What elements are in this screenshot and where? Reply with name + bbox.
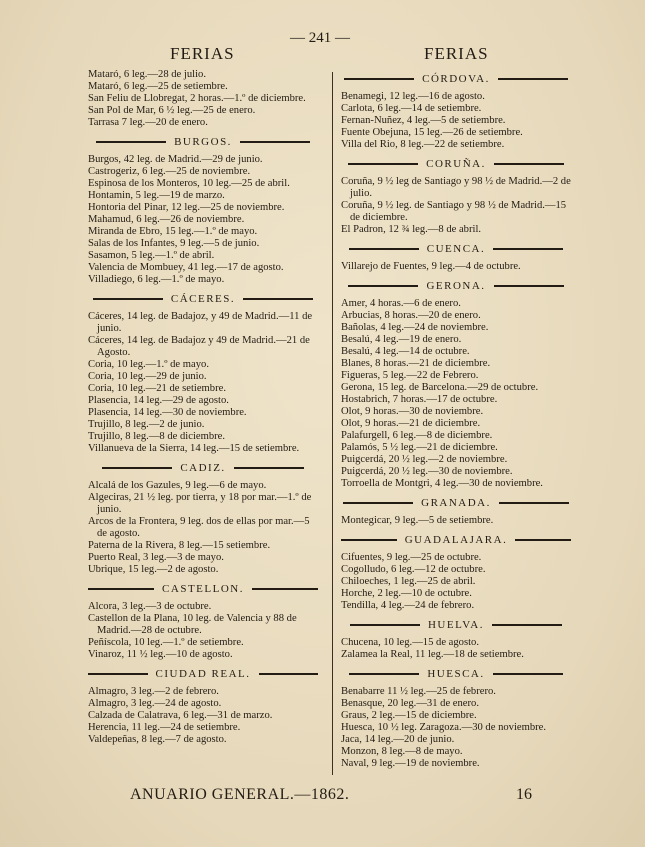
province-name: CÓRDOVA. <box>422 73 490 85</box>
fair-entry: Tendilla, 4 leg.—24 de febrero. <box>341 600 475 611</box>
fair-entry: Benabarre 11 ½ leg.—25 de febrero. <box>341 686 496 697</box>
fair-entry: Valdepeñas, 8 leg.—7 de agosto. <box>88 734 227 745</box>
fair-entry: San Feliu de Llobregat, 2 horas.—1.º de diciembre. <box>88 93 306 104</box>
page-footer <box>0 786 645 808</box>
fair-entry: Fernan-Nuñez, 4 leg.—5 de setiembre. <box>341 115 506 126</box>
fair-entry: Coria, 10 leg.—29 de junio. <box>88 371 207 382</box>
section-heading <box>88 132 318 152</box>
fair-entry: Peñíscola, 10 leg.—1.º de setiembre. <box>88 637 244 648</box>
province-section <box>88 458 318 576</box>
province-section <box>341 239 571 273</box>
fair-entry: Salas de los Infantes, 9 leg.—5 de junio. <box>88 238 260 249</box>
fair-entry: Cogolludo, 6 leg.—12 de octubre. <box>341 564 486 575</box>
column-divider <box>332 72 333 775</box>
heading-rule-right <box>493 248 563 251</box>
heading-rule-right <box>493 673 563 676</box>
fair-entry: Valencia de Mombuey, 41 leg.—17 de agosto. <box>88 262 284 273</box>
fair-entry: Sasamon, 5 leg.—1.º de abril. <box>88 250 215 261</box>
fair-entry: Carlota, 6 leg.—14 de setiembre. <box>341 103 482 114</box>
page-number: — 241 — <box>290 30 350 46</box>
footer-title: ANUARIO GENERAL.—1862. <box>130 786 350 803</box>
fair-entry: Alcora, 3 leg.—3 de octubre. <box>88 601 212 612</box>
fair-entry: Besalú, 4 leg.—14 de octubre. <box>341 346 470 357</box>
fair-entry: Hontoria del Pinar, 12 leg.—25 de noviembre. <box>88 202 285 213</box>
fair-entry: Miranda de Ebro, 15 leg.—1.º de mayo. <box>88 226 258 237</box>
fair-entry: Hontamin, 5 leg.—19 de marzo. <box>88 190 225 201</box>
fair-entry: Alcalá de los Gazules, 9 leg.—6 de mayo. <box>88 480 267 491</box>
heading-rule-left <box>344 78 414 81</box>
province-name: CÁCERES. <box>170 293 236 305</box>
continued-section <box>88 69 318 129</box>
fair-entry: Ubrique, 15 leg.—2 de agosto. <box>88 564 219 575</box>
heading-rule-right <box>243 298 313 301</box>
heading-rule-left <box>96 141 166 144</box>
heading-rule-right <box>492 624 562 627</box>
fair-entry: Fuente Obejuna, 15 leg.—26 de setiembre. <box>341 127 523 138</box>
fair-entry: Arbucias, 8 horas.—20 de enero. <box>341 310 481 321</box>
fair-entry: Calzada de Calatrava, 6 leg.—31 de marzo. <box>88 710 273 721</box>
province-name: CIUDAD REAL. <box>155 668 251 680</box>
province-name: CADIZ. <box>180 462 226 474</box>
fair-entry: Coria, 10 leg.—1.º de mayo. <box>88 359 209 370</box>
left-running-title: FERIAS <box>170 44 235 63</box>
province-section <box>88 579 318 661</box>
fair-entry: Puigcerdá, 20 ½ leg.—2 de noviembre. <box>341 454 508 465</box>
heading-rule-left <box>341 539 397 542</box>
fair-entry: Almagro, 3 leg.—24 de agosto. <box>88 698 222 709</box>
fair-entry: Trujillo, 8 leg.—2 de junio. <box>88 419 205 430</box>
fair-entry: Vinaroz, 11 ½ leg.—10 de agosto. <box>88 649 233 660</box>
fair-entry: Paterna de la Rivera, 8 leg.—15 setiembre. <box>88 540 271 551</box>
right-running-title: FERIAS <box>424 44 489 63</box>
fair-entry: Plasencia, 14 leg.—29 de agosto. <box>88 395 229 406</box>
fair-entry: Plasencia, 14 leg.—30 de noviembre. <box>88 407 247 418</box>
fair-entry: Coria, 10 leg.—21 de setiembre. <box>88 383 226 394</box>
fair-entry: Figueras, 5 leg.—22 de Febrero. <box>341 370 479 381</box>
fair-entry: Villanueva de la Sierra, 14 leg.—15 de setiembre. <box>88 443 300 454</box>
province-section <box>341 154 571 236</box>
fair-entry: Monzon, 8 leg.—8 de mayo. <box>341 746 463 757</box>
fair-entry: Villadiego, 6 leg.—1.º de mayo. <box>88 274 225 285</box>
fair-entry: Blanes, 8 horas.—21 de diciembre. <box>341 358 491 369</box>
province-name: GERONA. <box>426 280 486 292</box>
fair-entry: El Padron, 12 ¾ leg.—8 de abril. <box>341 224 482 235</box>
province-name: CORUÑA. <box>426 158 486 170</box>
signature-mark: 16 <box>516 786 532 803</box>
province-section <box>341 530 571 612</box>
fair-entry: Mataró, 6 leg.—28 de julio. <box>88 69 206 80</box>
heading-rule-right <box>499 502 569 505</box>
fair-entry: San Pol de Mar, 6 ½ leg.—25 de enero. <box>88 105 256 116</box>
province-section <box>341 664 571 770</box>
fair-entry: Olot, 9 horas.—30 de noviembre. <box>341 406 484 417</box>
fair-entry: Cáceres, 14 leg. de Badajoz, y 49 de Madrid.—11 de junio. <box>88 311 313 334</box>
fair-entry: Arcos de la Frontera, 9 leg. dos de ellas por mar.—5 de agosto. <box>88 516 310 539</box>
fair-entry: Montegicar, 9 leg.—5 de setiembre. <box>341 515 494 526</box>
fair-entry: Coruña, 9 ½ leg de Santiago y 98 ½ de Madrid.—2 de julio. <box>341 176 571 199</box>
fair-entry: Castrogeriz, 6 leg.—25 de noviembre. <box>88 166 251 177</box>
section-heading <box>88 458 318 478</box>
heading-rule-left <box>93 298 163 301</box>
section-heading <box>341 615 571 635</box>
province-section <box>88 289 318 455</box>
section-heading <box>341 239 571 259</box>
heading-rule-right <box>494 285 564 288</box>
province-name: BURGOS. <box>174 136 232 148</box>
section-heading <box>341 154 571 174</box>
section-heading <box>341 530 571 550</box>
section-heading <box>88 579 318 599</box>
heading-rule-left <box>348 285 418 288</box>
section-heading <box>341 276 571 296</box>
heading-rule-left <box>88 588 154 591</box>
fair-entry: Cifuentes, 9 leg.—25 de octubre. <box>341 552 482 563</box>
heading-rule-right <box>234 467 304 470</box>
fair-entry: Coruña, 9 ½ leg. de Santiago y 98 ½ de Madrid.—15 de diciembre. <box>341 200 567 223</box>
fair-entry: Almagro, 3 leg.—2 de febrero. <box>88 686 219 697</box>
fair-entry: Villarejo de Fuentes, 9 leg.—4 de octubre. <box>341 261 521 272</box>
running-header <box>0 30 645 63</box>
fair-entry: Tarrasa 7 leg.—20 de enero. <box>88 117 208 128</box>
fair-entry: Palamós, 5 ½ leg.—21 de diciembre. <box>341 442 498 453</box>
fair-entry: Horche, 2 leg.—10 de octubre. <box>341 588 472 599</box>
fair-entry: Jaca, 14 leg.—20 de junio. <box>341 734 455 745</box>
fair-entry: Olot, 9 horas.—21 de diciembre. <box>341 418 481 429</box>
fair-entry: Villa del Rio, 8 leg.—22 de setiembre. <box>341 139 505 150</box>
fair-entry: Chucena, 10 leg.—15 de agosto. <box>341 637 479 648</box>
heading-rule-right <box>494 163 564 166</box>
heading-rule-right <box>498 78 568 81</box>
province-section <box>341 493 571 527</box>
fair-entry: Espinosa de los Monteros, 10 leg.—25 de abril. <box>88 178 290 189</box>
fair-entry: Mahamud, 6 leg.—26 de noviembre. <box>88 214 245 225</box>
fair-entry: Huesca, 10 ½ leg. Zaragoza.—30 de noviembre. <box>341 722 547 733</box>
province-name: CASTELLON. <box>162 583 244 595</box>
fair-entry: Graus, 2 leg.—15 de diciembre. <box>341 710 477 721</box>
fair-entry: Zalamea la Real, 11 leg.—18 de setiembre. <box>341 649 524 660</box>
fair-entry: Chiloeches, 1 leg.—25 de abril. <box>341 576 476 587</box>
province-name: CUENCA. <box>426 243 486 255</box>
fair-entry: Benasque, 20 leg.—31 de enero. <box>341 698 479 709</box>
section-heading <box>88 664 318 684</box>
fair-entry: Torroella de Montgri, 4 leg.—30 de noviembre. <box>341 478 543 489</box>
section-heading <box>341 493 571 513</box>
heading-rule-left <box>102 467 172 470</box>
province-section <box>341 69 571 151</box>
province-section <box>341 276 571 490</box>
heading-rule-left <box>350 624 420 627</box>
province-section <box>88 664 318 746</box>
section-heading <box>341 664 571 684</box>
heading-rule-left <box>349 248 419 251</box>
province-name: HUESCA. <box>427 668 485 680</box>
fair-entry: Cáceres, 14 leg. de Badajoz y 49 de Madrid.—21 de Agosto. <box>88 335 310 358</box>
heading-rule-left <box>343 502 413 505</box>
heading-rule-right <box>515 539 571 542</box>
section-heading <box>341 69 571 89</box>
province-name: GRANADA. <box>421 497 491 509</box>
fair-entry: Palafurgell, 6 leg.—8 de diciembre. <box>341 430 493 441</box>
fair-entry: Trujillo, 8 leg.—8 de diciembre. <box>88 431 226 442</box>
fair-entry: Burgos, 42 leg. de Madrid.—29 de junio. <box>88 154 263 165</box>
heading-rule-left <box>349 673 419 676</box>
province-section <box>341 615 571 661</box>
province-name: HUELVA. <box>427 619 485 631</box>
province-section <box>88 132 318 286</box>
fair-entry: Bañolas, 4 leg.—24 de noviembre. <box>341 322 489 333</box>
right-column <box>341 69 571 770</box>
heading-rule-left <box>88 673 148 676</box>
section-heading <box>88 289 318 309</box>
fair-entry: Gerona, 15 leg. de Barcelona.—29 de octubre. <box>341 382 539 393</box>
fair-entry: Puerto Real, 3 leg.—3 de mayo. <box>88 552 224 563</box>
heading-rule-right <box>259 673 319 676</box>
province-name: GUADALAJARA. <box>404 534 508 546</box>
heading-rule-right <box>240 141 310 144</box>
fair-entry: Castellon de la Plana, 10 leg. de Valencia y 88 de Madrid.—28 de octubre. <box>88 613 297 636</box>
heading-rule-right <box>252 588 318 591</box>
fair-entry: Herencia, 11 leg.—24 de setiembre. <box>88 722 241 733</box>
fair-entry: Amer, 4 horas.—6 de enero. <box>341 298 461 309</box>
fair-entry: Besalú, 4 leg.—19 de enero. <box>341 334 462 345</box>
heading-rule-left <box>348 163 418 166</box>
fair-entry: Algeciras, 21 ½ leg. por tierra, y 18 por mar.—1.º de junio. <box>88 492 312 515</box>
fair-entry: Puigcerdá, 20 ½ leg.—30 de noviembre. <box>341 466 513 477</box>
fair-entry: Mataró, 6 leg.—25 de setiembre. <box>88 81 228 92</box>
fair-entry: Hostabrich, 7 horas.—17 de octubre. <box>341 394 498 405</box>
fair-entry: Benamegi, 12 leg.—16 de agosto. <box>341 91 485 102</box>
fair-entry: Naval, 9 leg.—19 de noviembre. <box>341 758 480 769</box>
left-column <box>88 69 318 746</box>
